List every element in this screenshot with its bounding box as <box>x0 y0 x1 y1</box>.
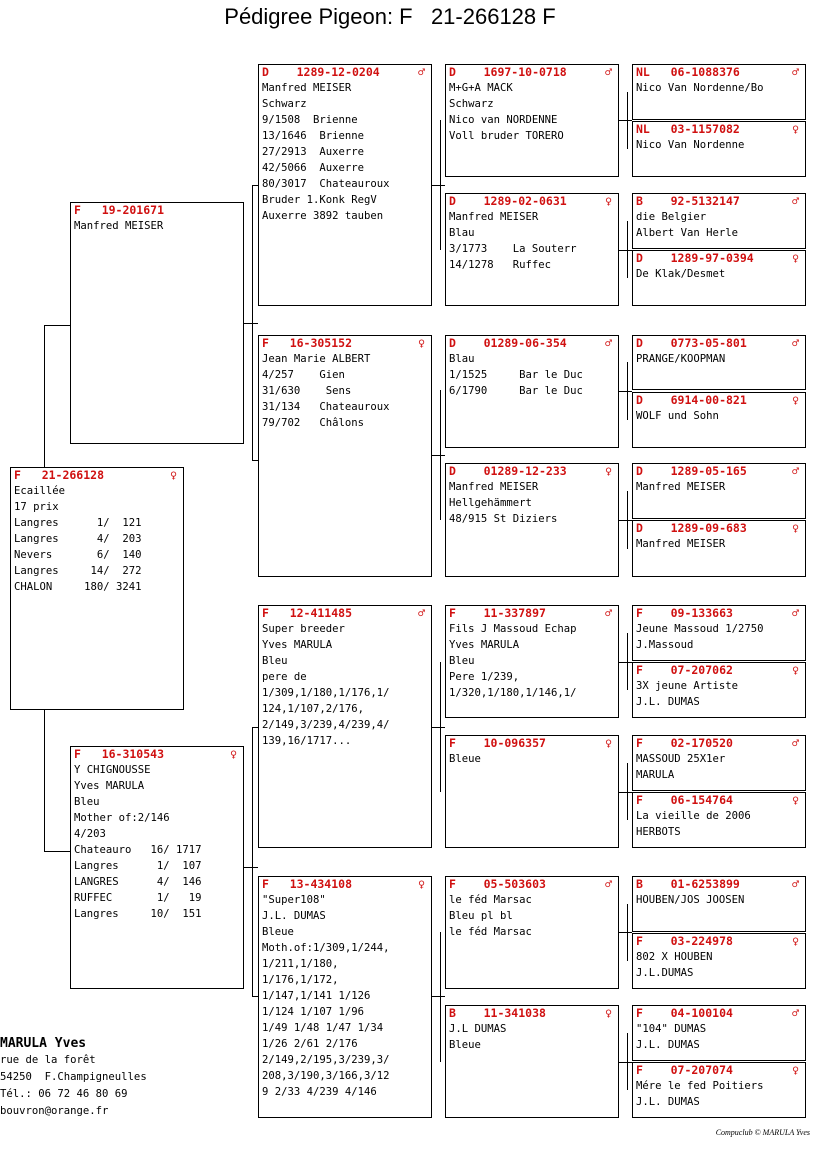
pigeon-card-gen3-5[interactable] <box>445 605 619 718</box>
pigeon-info-line: 802 X HOUBEN <box>636 951 713 963</box>
ring-number-text: D 6914-00-821 <box>636 393 747 407</box>
ring-number <box>633 251 805 266</box>
pigeon-info-line: 1/26 2/61 2/176 <box>262 1038 358 1050</box>
pigeon-card-dam[interactable] <box>70 746 244 989</box>
ring-number <box>633 1063 805 1078</box>
pigeon-info-line: Nevers 6/ 140 <box>14 549 142 561</box>
pigeon-info-line: Super breeder <box>262 623 345 635</box>
pigeon-info-line: 208,3/190,3/166,3/12 <box>262 1070 390 1082</box>
pigeon-info-line: 3X jeune Artiste <box>636 680 739 692</box>
pigeon-info-line: LANGRES 4/ 146 <box>74 876 202 888</box>
ring-number-text: F 06-154764 <box>636 793 733 807</box>
ring-number <box>633 464 805 479</box>
ring-number-text: F 05-503603 <box>449 877 546 891</box>
pigeon-info-line: Yves MARULA <box>74 780 145 792</box>
male-icon: ♂ <box>792 194 799 208</box>
ring-number <box>11 468 183 483</box>
pigeon-info-line: J.L.DUMAS <box>636 967 694 979</box>
pigeon-info-line: 4/203 <box>74 828 106 840</box>
pigeon-card-gen2-1[interactable] <box>258 64 432 306</box>
ring-number <box>633 194 805 209</box>
pigeon-info-line: J.L. DUMAS <box>636 1039 700 1051</box>
pigeon-info-line: Mother of:2/146 <box>74 812 170 824</box>
pigeon-info-line: Nico Van Nordenne <box>636 139 745 151</box>
ring-number-text: F 11-337897 <box>449 606 546 620</box>
owner-block <box>0 1036 200 1120</box>
ring-number-text: D 01289-12-233 <box>449 464 567 478</box>
ring-number <box>633 663 805 678</box>
pigeon-info-line: J.L. DUMAS <box>636 696 700 708</box>
ring-number <box>633 122 805 137</box>
pigeon-info-line: 14/1278 Ruffec <box>449 259 552 271</box>
pigeon-info-line: Bleu pl bl <box>449 910 513 922</box>
pigeon-info-line: Ecaillée <box>14 485 66 497</box>
ring-number <box>446 194 618 209</box>
pigeon-card-gen4-6[interactable] <box>632 392 806 448</box>
pigeon-info-line: "104" DUMAS <box>636 1023 707 1035</box>
pigeon-card-gen3-2[interactable] <box>445 193 619 306</box>
ring-number-text: F 21-266128 <box>14 468 105 482</box>
pigeon-info-line: Mére le fed Poitiers <box>636 1080 764 1092</box>
female-icon: ♀ <box>792 934 799 948</box>
pigeon-info-line: De Klak/Desmet <box>636 268 726 280</box>
ring-number <box>633 336 805 351</box>
male-icon: ♂ <box>792 736 799 750</box>
pigeon-info-line: M+G+A MACK <box>449 82 513 94</box>
pigeon-info-line: 79/702 Châlons <box>262 417 365 429</box>
female-icon: ♀ <box>230 747 237 761</box>
pigeon-info-line: Manfred MEISER <box>74 220 164 232</box>
pigeon-info-line: HERBOTS <box>636 826 681 838</box>
pigeon-info-line: 1/320,1/180,1/146,1/ <box>449 687 577 699</box>
owner-phone: Tél.: 06 72 46 80 69 <box>0 1088 128 1100</box>
pigeon-info-line: 6/1790 Bar le Duc <box>449 385 583 397</box>
ring-number-text: F 03-224978 <box>636 934 733 948</box>
pigeon-card-gen4-14[interactable] <box>632 933 806 989</box>
pigeon-info-line: Manfred MEISER <box>449 211 539 223</box>
pigeon-card-sire[interactable] <box>70 202 244 444</box>
pigeon-info-line: Yves MARULA <box>449 639 520 651</box>
pigeon-info-line: 27/2913 Auxerre <box>262 146 365 158</box>
pigeon-info-line: Jean Marie ALBERT <box>262 353 371 365</box>
female-icon: ♀ <box>605 736 612 750</box>
pigeon-info-line: Langres 1/ 121 <box>14 517 142 529</box>
pigeon-card-gen4-9[interactable] <box>632 605 806 661</box>
pigeon-card-gen3-4[interactable] <box>445 463 619 577</box>
pigeon-card-gen4-15[interactable] <box>632 1005 806 1061</box>
ring-number <box>633 521 805 536</box>
pigeon-info-line: Auxerre 3892 tauben <box>262 210 384 222</box>
page-title: Pédigree Pigeon: F 21-266128 F <box>224 4 556 29</box>
pigeon-info-line: Manfred MEISER <box>449 481 539 493</box>
owner-name: MARULA Yves <box>0 1036 87 1051</box>
pigeon-info-line: Manfred MEISER <box>636 481 726 493</box>
pigeon-info-line: CHALON 180/ 3241 <box>14 581 142 593</box>
male-icon: ♂ <box>792 464 799 478</box>
pigeon-info-line: Bleue <box>449 1039 481 1051</box>
male-icon: ♂ <box>792 877 799 891</box>
pigeon-info-line: MASSOUD 25X1er <box>636 753 726 765</box>
pigeon-info-line: Voll bruder TORERO <box>449 130 564 142</box>
ring-number-text: D 01289-06-354 <box>449 336 567 350</box>
pigeon-info-line: Bleue <box>262 926 294 938</box>
ring-number-text: B 92-5132147 <box>636 194 740 208</box>
ring-number <box>259 606 431 621</box>
male-icon: ♂ <box>605 336 612 350</box>
pigeon-info-line: 4/257 Gien <box>262 369 345 381</box>
ring-number <box>633 934 805 949</box>
pigeon-card-gen4-4[interactable] <box>632 250 806 306</box>
pigeon-card-gen3-7[interactable] <box>445 876 619 989</box>
pigeon-info-line: Blau <box>449 353 475 365</box>
pigeon-info-line: Bruder 1.Konk RegV <box>262 194 377 206</box>
pigeon-info-line: Schwarz <box>449 98 494 110</box>
ring-number-text: D 1289-02-0631 <box>449 194 567 208</box>
pigeon-info-line: le féd Marsac <box>449 926 532 938</box>
pigeon-info-line: 31/134 Chateauroux <box>262 401 390 413</box>
pigeon-card-gen4-11[interactable] <box>632 735 806 791</box>
pigeon-card-gen3-8[interactable] <box>445 1005 619 1118</box>
ring-number-text: F 04-100104 <box>636 1006 733 1020</box>
pigeon-info-line: J.L. DUMAS <box>636 1096 700 1108</box>
footer-credit: Compuclub © MARULA Yves <box>715 1128 810 1137</box>
male-icon: ♂ <box>792 606 799 620</box>
pigeon-info-line: 3/1773 La Souterr <box>449 243 577 255</box>
ring-number <box>446 606 618 621</box>
female-icon: ♀ <box>792 663 799 677</box>
pigeon-card-gen3-6[interactable] <box>445 735 619 848</box>
pigeon-info-line: 17 prix <box>14 501 59 513</box>
ring-number-text: F 07-207062 <box>636 663 733 677</box>
female-icon: ♀ <box>792 251 799 265</box>
female-icon: ♀ <box>170 468 177 482</box>
pigeon-info-line: HOUBEN/JOS JOOSEN <box>636 894 745 906</box>
male-icon: ♂ <box>792 1006 799 1020</box>
pigeon-info-line: Manfred MEISER <box>636 538 726 550</box>
ring-number <box>446 736 618 751</box>
pigeon-info-line: WOLF und Sohn <box>636 410 719 422</box>
pigeon-info-line: 9 2/33 4/239 4/146 <box>262 1086 377 1098</box>
pigeon-info-line: J.Massoud <box>636 639 694 651</box>
ring-number-text: NL 03-1157082 <box>636 122 740 136</box>
pigeon-card-gen2-4[interactable] <box>258 876 432 1118</box>
ring-number <box>633 606 805 621</box>
pigeon-card-gen4-5[interactable] <box>632 335 806 390</box>
ring-number-text: F 13-434108 <box>262 877 353 891</box>
pigeon-info-line: 1/309,1/180,1/176,1/ <box>262 687 390 699</box>
female-icon: ♀ <box>792 122 799 136</box>
female-icon: ♀ <box>605 194 612 208</box>
female-icon: ♀ <box>605 464 612 478</box>
female-icon: ♀ <box>792 521 799 535</box>
ring-number-text: B 11-341038 <box>449 1006 546 1020</box>
pigeon-info-line: 124,1/107,2/176, <box>262 703 365 715</box>
pigeon-card-gen3-1[interactable] <box>445 64 619 177</box>
pigeon-info-line: pere de <box>262 671 307 683</box>
pigeon-info-line: Moth.of:1/309,1/244, <box>262 942 390 954</box>
ring-number-text: D 1289-05-165 <box>636 464 747 478</box>
ring-number <box>633 1006 805 1021</box>
pigeon-info-line: 31/630 Sens <box>262 385 352 397</box>
pigeon-card-gen4-16[interactable] <box>632 1062 806 1118</box>
pigeon-info-line: Schwarz <box>262 98 307 110</box>
ring-number <box>71 203 243 218</box>
pigeon-info-line: Fils J Massoud Echap <box>449 623 577 635</box>
ring-number-text: F 07-207074 <box>636 1063 733 1077</box>
ring-number-text: NL 06-1088376 <box>636 65 740 79</box>
pigeon-info-line: 2/149,2/195,3/239,3/ <box>262 1054 390 1066</box>
pigeon-info-line: die Belgier <box>636 211 707 223</box>
pigeon-info-line: 9/1508 Brienne <box>262 114 358 126</box>
pigeon-info-line: Jeune Massoud 1/2750 <box>636 623 764 635</box>
pigeon-info-line: RUFFEC 1/ 19 <box>74 892 202 904</box>
pigeon-info-line: 2/149,3/239,4/239,4/ <box>262 719 390 731</box>
ring-number-text: D 1289-09-683 <box>636 521 747 535</box>
ring-number-text: F 19-201671 <box>74 203 165 217</box>
pigeon-info-line: "Super108" <box>262 894 326 906</box>
pigeon-info-line: Langres 1/ 107 <box>74 860 202 872</box>
pigeon-info-line: Pere 1/239, <box>449 671 520 683</box>
pigeon-card-gen2-2[interactable] <box>258 335 432 577</box>
pigeon-info-line: 80/3017 Chateauroux <box>262 178 390 190</box>
pigeon-info-line: 1/1525 Bar le Duc <box>449 369 583 381</box>
pigeon-card-gen4-2[interactable] <box>632 121 806 177</box>
pigeon-card-subject[interactable] <box>10 467 184 710</box>
pigeon-info-line: Y CHIGNOUSSE <box>74 764 151 776</box>
ring-number <box>446 336 618 351</box>
ring-number-text: F 16-310543 <box>74 747 165 761</box>
pigeon-info-line: 1/211,1/180, <box>262 958 339 970</box>
pigeon-card-gen4-12[interactable] <box>632 792 806 848</box>
pigeon-info-line: La vieille de 2006 <box>636 810 751 822</box>
pigeon-info-line: 1/124 1/107 1/96 <box>262 1006 365 1018</box>
pigeon-info-line: J.L. DUMAS <box>262 910 326 922</box>
female-icon: ♀ <box>792 1063 799 1077</box>
pigeon-info-line: Hellgehämmert <box>449 497 532 509</box>
pigeon-info-line: Langres 4/ 203 <box>14 533 142 545</box>
pigeon-info-line: 1/49 1/48 1/47 1/34 <box>262 1022 384 1034</box>
pigeon-card-gen4-1[interactable] <box>632 64 806 120</box>
pigeon-info-line: 48/915 St Diziers <box>449 513 558 525</box>
female-icon: ♀ <box>792 393 799 407</box>
ring-number-text: F 10-096357 <box>449 736 546 750</box>
ring-number <box>633 877 805 892</box>
ring-number-text: D 1289-12-0204 <box>262 65 380 79</box>
ring-number <box>633 736 805 751</box>
pigeon-info-line: Bleu <box>449 655 475 667</box>
male-icon: ♂ <box>418 606 425 620</box>
pigeon-card-gen3-3[interactable] <box>445 335 619 448</box>
male-icon: ♂ <box>605 606 612 620</box>
owner-address: rue de la forêt <box>0 1054 96 1066</box>
male-icon: ♂ <box>418 65 425 79</box>
ring-number <box>259 877 431 892</box>
pigeon-info-line: Bleue <box>449 753 481 765</box>
pigeon-info-line: Yves MARULA <box>262 639 333 651</box>
pigeon-info-line: Chateauro 16/ 1717 <box>74 844 202 856</box>
pigeon-card-gen4-3[interactable] <box>632 193 806 249</box>
female-icon: ♀ <box>418 877 425 891</box>
ring-number-text: D 0773-05-801 <box>636 336 747 350</box>
pigeon-info-line: 13/1646 Brienne <box>262 130 365 142</box>
pigeon-info-line: 139,16/1717... <box>262 735 352 747</box>
ring-number-text: D 1289-97-0394 <box>636 251 754 265</box>
pigeon-info-line: le féd Marsac <box>449 894 532 906</box>
male-icon: ♂ <box>605 65 612 79</box>
pigeon-info-line: Blau <box>449 227 475 239</box>
female-icon: ♀ <box>792 793 799 807</box>
pigeon-info-line: Nico Van Nordenne/Bo <box>636 82 764 94</box>
pigeon-info-line: Langres 10/ 151 <box>74 908 202 920</box>
pigeon-card-gen4-13[interactable] <box>632 876 806 932</box>
ring-number-text: F 16-305152 <box>262 336 353 350</box>
ring-number <box>633 793 805 808</box>
ring-number <box>446 65 618 80</box>
pigeon-info-line: Manfred MEISER <box>262 82 352 94</box>
ring-number-text: D 1697-10-0718 <box>449 65 567 79</box>
pigeon-info-line: Nico van NORDENNE <box>449 114 558 126</box>
ring-number <box>446 877 618 892</box>
female-icon: ♀ <box>418 336 425 350</box>
pigeon-info-line: J.L DUMAS <box>449 1023 507 1035</box>
male-icon: ♂ <box>792 336 799 350</box>
owner-email: bouvron@orange.fr <box>0 1105 109 1117</box>
pigeon-info-line: Bleu <box>74 796 100 808</box>
ring-number <box>446 464 618 479</box>
pigeon-info-line: 1/176,1/172, <box>262 974 339 986</box>
pigeon-info-line: PRANGE/KOOPMAN <box>636 353 726 365</box>
owner-city: 54250 F.Champigneulles <box>0 1071 147 1083</box>
pigeon-card-gen4-8[interactable] <box>632 520 806 577</box>
pigeon-info-line: Langres 14/ 272 <box>14 565 142 577</box>
ring-number <box>71 747 243 762</box>
pigeon-info-line: 42/5066 Auxerre <box>262 162 365 174</box>
pigeon-info-line: Albert Van Herle <box>636 227 739 239</box>
ring-number <box>446 1006 618 1021</box>
ring-number-text: B 01-6253899 <box>636 877 740 891</box>
pigeon-info-line: MARULA <box>636 769 675 781</box>
male-icon: ♂ <box>605 877 612 891</box>
pigeon-card-gen2-3[interactable] <box>258 605 432 848</box>
ring-number <box>259 65 431 80</box>
pigeon-card-gen4-7[interactable] <box>632 463 806 519</box>
ring-number <box>633 393 805 408</box>
pigeon-info-line: Bleu <box>262 655 288 667</box>
ring-number <box>633 65 805 80</box>
male-icon: ♂ <box>792 65 799 79</box>
pigeon-info-line: 1/147,1/141 1/126 <box>262 990 371 1002</box>
ring-number-text: F 02-170520 <box>636 736 733 750</box>
ring-number-text: F 09-133663 <box>636 606 733 620</box>
female-icon: ♀ <box>605 1006 612 1020</box>
ring-number-text: F 12-411485 <box>262 606 353 620</box>
pigeon-card-gen4-10[interactable] <box>632 662 806 718</box>
ring-number <box>259 336 431 351</box>
